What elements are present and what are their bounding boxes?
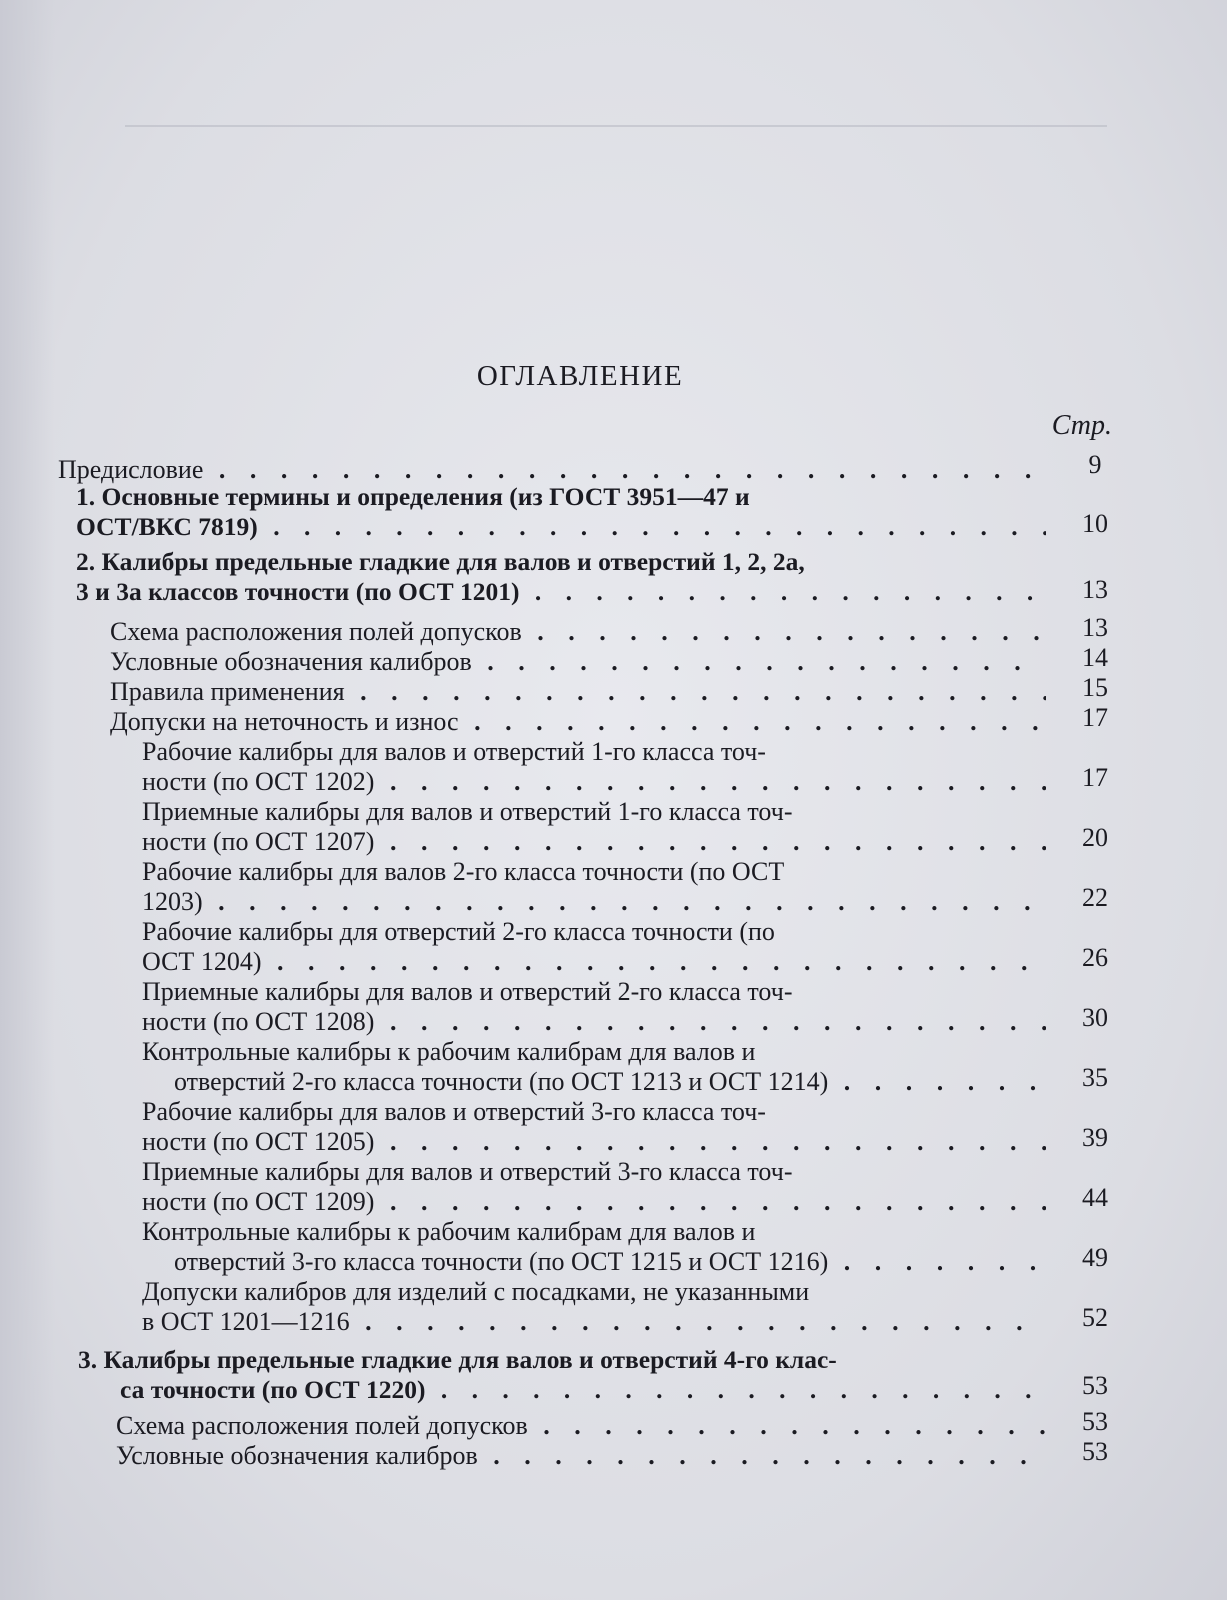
toc-entry[interactable] — [142, 857, 1046, 917]
toc-page-number: 17 — [1082, 703, 1108, 732]
toc-entry-title-cont: отверстий 2-го класса точности (по ОСТ 1213 и ОСТ 1214) . . . — [142, 1067, 1046, 1097]
toc-page-number: 20 — [1082, 823, 1108, 852]
toc-entry-title: Рабочие калибры для валов и отверстий 3-го класса точ- — [142, 1097, 766, 1126]
toc-page-number: 44 — [1082, 1183, 1108, 1212]
toc-page-number: 14 — [1082, 643, 1108, 672]
toc-entry-title: Допуски на неточность и износ . . . — [110, 707, 1046, 737]
toc-entry-title-cont: в ОСТ 1201—1216 . . . — [142, 1307, 1046, 1337]
toc-page-number: 39 — [1082, 1123, 1108, 1152]
toc-page-number: 35 — [1082, 1063, 1108, 1092]
toc-entry-title-cont: са точности (по ОСТ 1220) . . . — [78, 1375, 1046, 1405]
toc-entry-title: Приемные калибры для валов и отверстий 3-го класса точ- — [142, 1157, 793, 1186]
toc-entry-title-cont: ности (по ОСТ 1209) . . . — [142, 1187, 1046, 1217]
toc-entry-section-1[interactable] — [76, 482, 1046, 542]
toc-entry-title-cont: ОСТ/ВКС 7819) . . . — [76, 512, 1046, 542]
toc-page-number: 49 — [1082, 1243, 1108, 1272]
toc-entry-title: Правила применения . . . — [110, 677, 1046, 707]
toc-entry[interactable] — [142, 737, 1046, 797]
toc-entry-title-cont: 1203) . . . — [142, 887, 1046, 917]
toc-entry[interactable] — [142, 977, 1046, 1037]
toc-entry[interactable] — [142, 1157, 1046, 1217]
toc-entry-title: Рабочие калибры для валов и отверстий 1-го класса точ- — [142, 737, 766, 766]
toc-page-number: 30 — [1082, 1003, 1108, 1032]
toc-entry[interactable] — [142, 1097, 1046, 1157]
toc-entry-title: Контрольные калибры к рабочим калибрам для валов и — [142, 1037, 756, 1066]
toc-page-number: 15 — [1082, 673, 1108, 702]
page-title: ОГЛАВЛЕНИЕ — [476, 360, 684, 392]
toc-entry[interactable] — [110, 677, 1046, 707]
toc-entry-title: Схема расположения полей допусков . . . — [110, 617, 1046, 647]
toc-entry-title: 2. Калибры предельные гладкие для валов и отверстий 1, 2, 2а, — [76, 547, 805, 576]
toc-page-number: 13 — [1082, 613, 1108, 642]
toc-entry[interactable] — [110, 617, 1046, 647]
page-column-label: Стр. — [1051, 410, 1112, 441]
toc-entry-title-cont: ности (по ОСТ 1208) . . . — [142, 1007, 1046, 1037]
toc-entry-title-cont: 3 и 3а классов точности (по ОСТ 1201) . . . — [76, 577, 1046, 607]
toc-entry[interactable] — [110, 707, 1046, 737]
toc-page-number: 9 — [1088, 450, 1102, 479]
toc-entry[interactable] — [142, 917, 1046, 977]
toc-entry-section-3[interactable] — [78, 1345, 1046, 1405]
toc-entry-title-cont: ности (по ОСТ 1205) . . . — [142, 1127, 1046, 1157]
toc-entry-title: Условные обозначения калибров . . . — [116, 1441, 1046, 1471]
toc-page-number: 10 — [1082, 509, 1108, 538]
toc-entry-title-cont: ности (по ОСТ 1202) . . . — [142, 767, 1046, 797]
toc-entry-title: 1. Основные термины и определения (из ГОСТ 3951—47 и — [76, 482, 750, 511]
toc-entry[interactable] — [142, 1277, 1046, 1337]
show-through-rule — [125, 125, 1107, 127]
toc-entry-title: 3. Калибры предельные гладкие для валов и отверстий 4-го клас- — [78, 1345, 837, 1374]
toc-entry-title: Предисловие . . . — [58, 455, 1046, 485]
toc-entry-title: Рабочие калибры для отверстий 2-го класса точности (по — [142, 917, 775, 946]
toc-page-number: 17 — [1082, 763, 1108, 792]
toc-entry-title: Условные обозначения калибров . . . — [110, 647, 1046, 677]
toc-entry-preface[interactable] — [58, 455, 1046, 485]
toc-entry-title: Контрольные калибры к рабочим калибрам для валов и — [142, 1217, 756, 1246]
toc-page-number: 53 — [1082, 1407, 1108, 1436]
toc-page-number: 22 — [1082, 883, 1108, 912]
toc-page-number: 53 — [1082, 1437, 1108, 1466]
toc-entry[interactable] — [142, 1037, 1046, 1097]
toc-entry[interactable] — [110, 647, 1046, 677]
toc-entry-title: Схема расположения полей допусков . . . — [116, 1411, 1046, 1441]
toc-entry-title: Приемные калибры для валов и отверстий 2-го класса точ- — [142, 977, 793, 1006]
toc-entry-title-cont: отверстий 3-го класса точности (по ОСТ 1215 и ОСТ 1216) . . . — [142, 1247, 1046, 1277]
toc-page-number: 13 — [1082, 575, 1108, 604]
toc-page-number: 53 — [1082, 1371, 1108, 1400]
toc-entry[interactable] — [116, 1441, 1046, 1471]
toc-entry-title: Приемные калибры для валов и отверстий 1-го класса точ- — [142, 797, 793, 826]
toc-entry[interactable] — [116, 1411, 1046, 1441]
toc-entry-section-2[interactable] — [76, 547, 1046, 607]
toc-entry-title-cont: ОСТ 1204) . . . — [142, 947, 1046, 977]
toc-entry-title: Рабочие калибры для валов 2-го класса точности (по ОСТ — [142, 857, 785, 886]
toc-entry[interactable] — [142, 1217, 1046, 1277]
toc-page-number: 26 — [1082, 943, 1108, 972]
toc-entry-title: Допуски калибров для изделий с посадками, не указанными — [142, 1277, 810, 1306]
toc-entry-title-cont: ности (по ОСТ 1207) . . . — [142, 827, 1046, 857]
toc-page-number: 52 — [1082, 1303, 1108, 1332]
toc-entry[interactable] — [142, 797, 1046, 857]
